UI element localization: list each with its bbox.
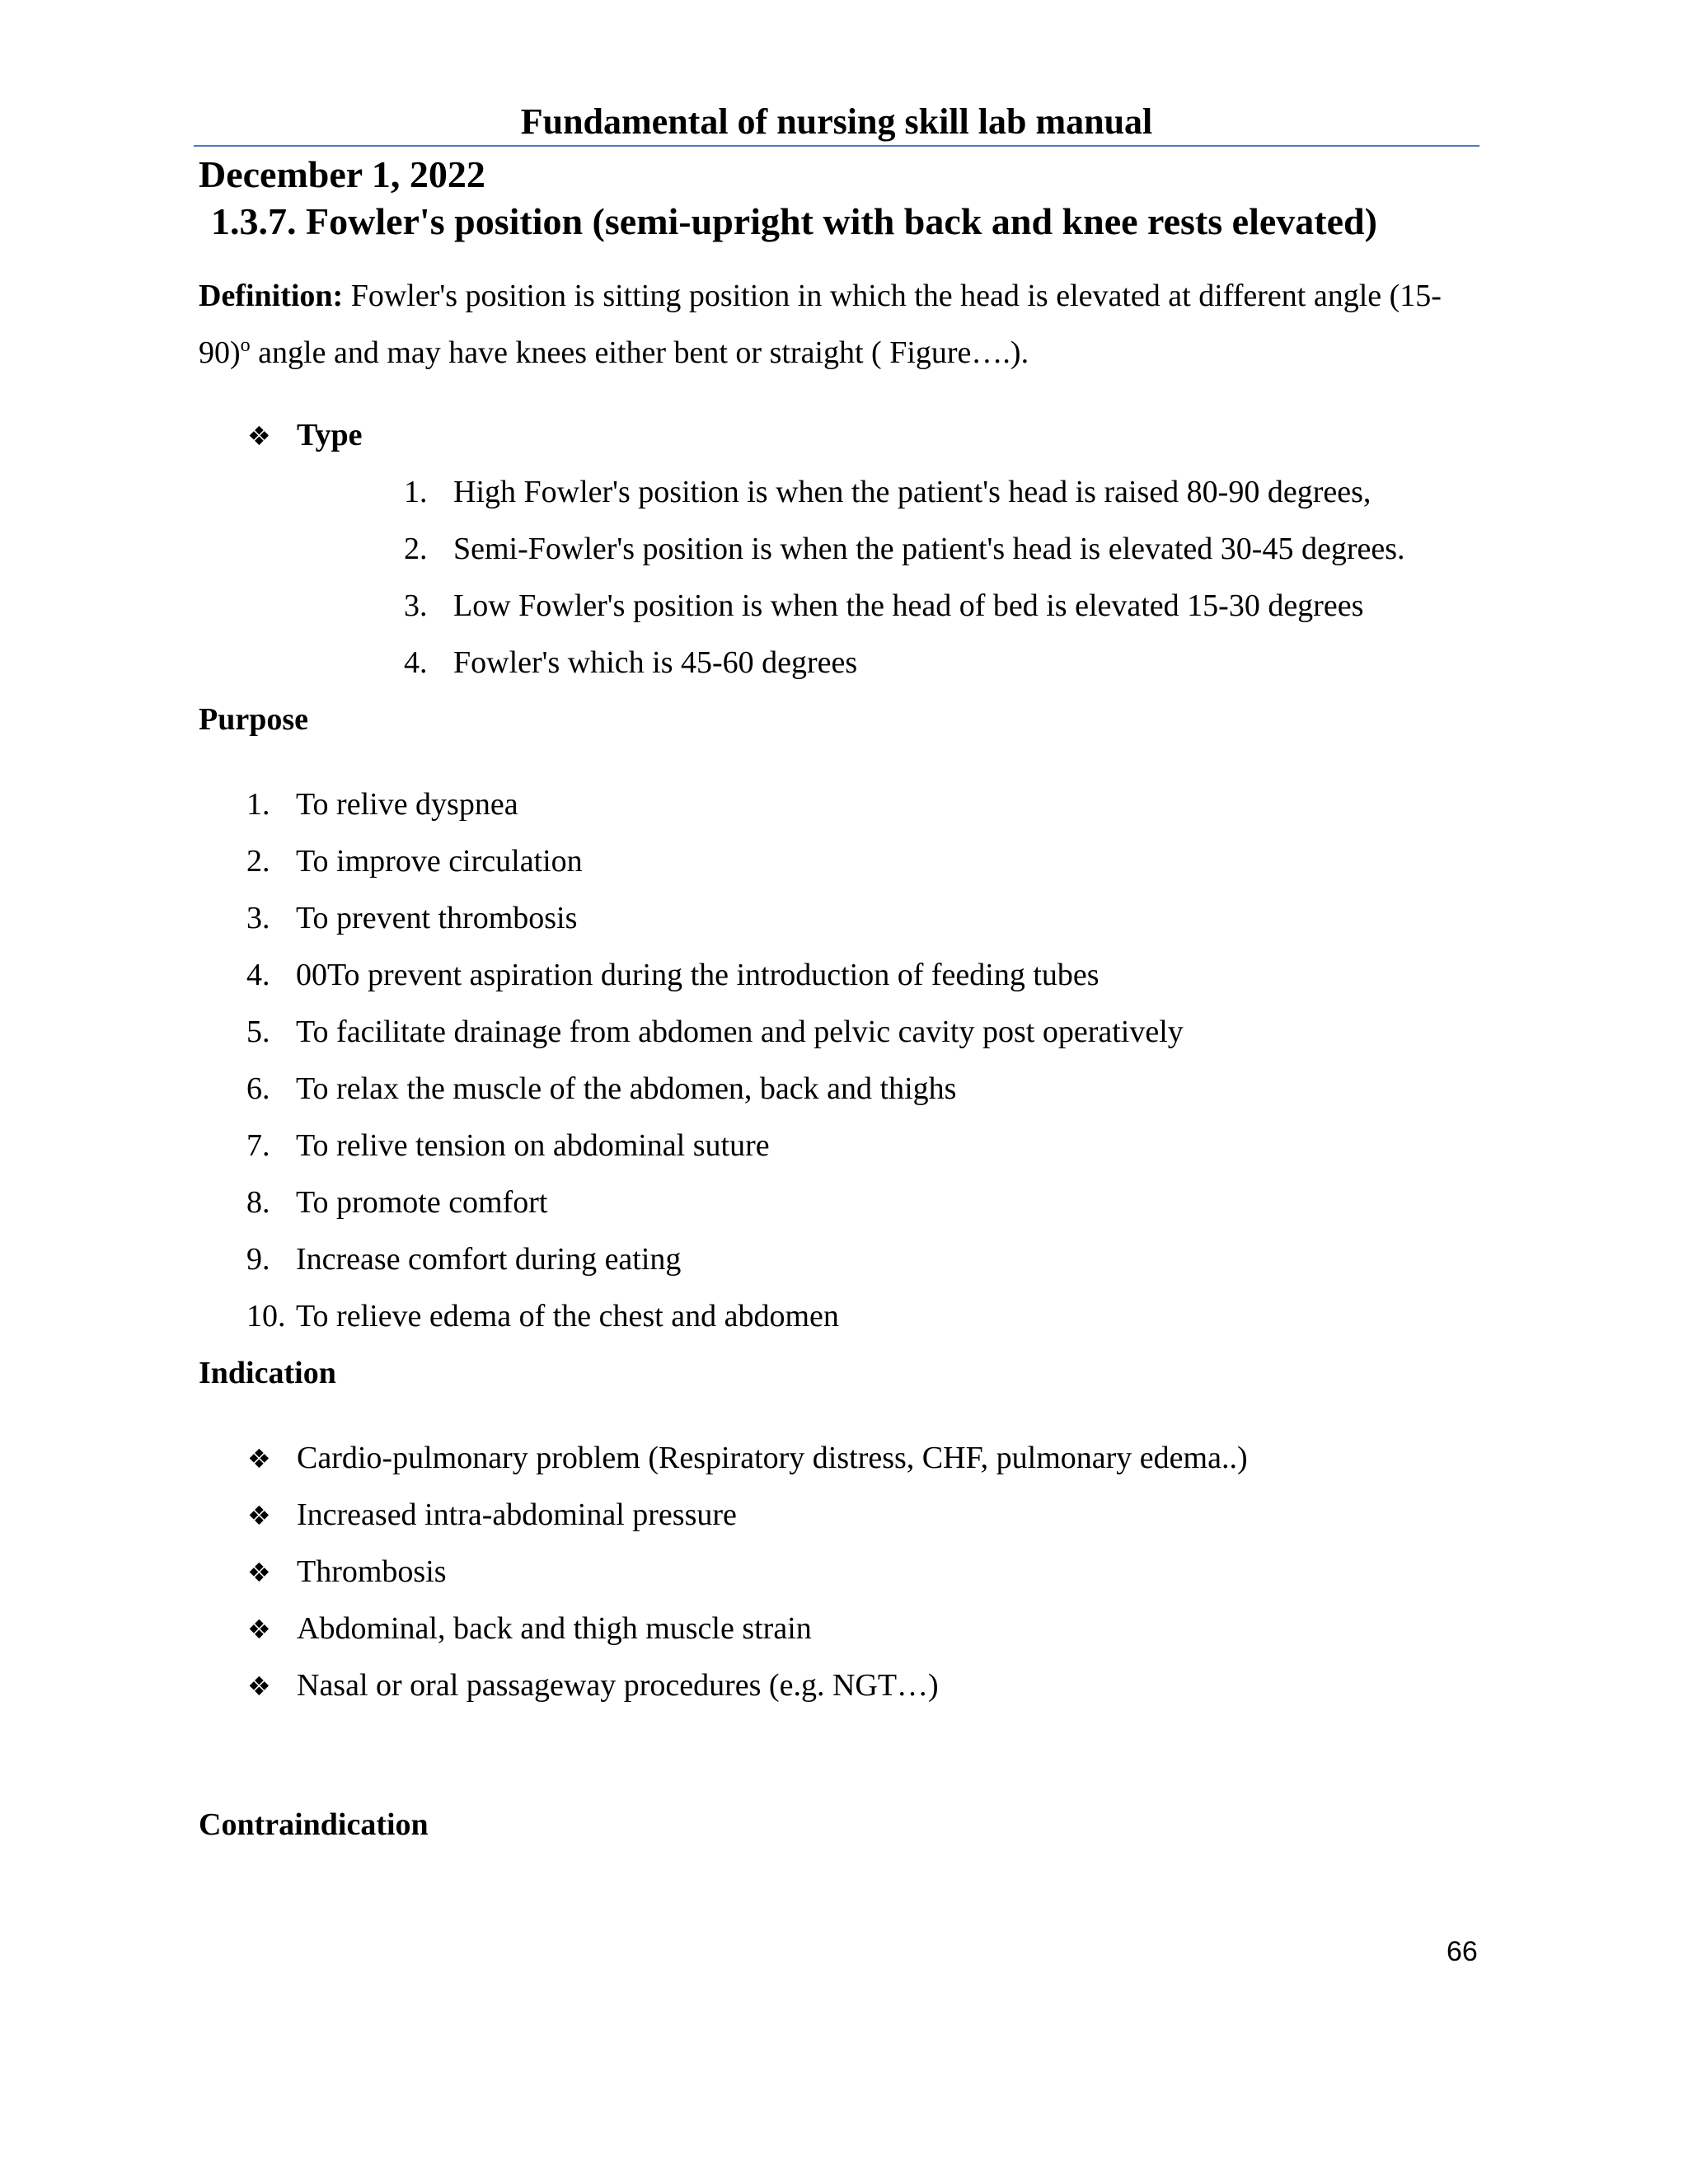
type-item-number: 2.	[404, 532, 428, 566]
indication-item-text: Increased intra-abdominal pressure	[297, 1497, 737, 1532]
purpose-list-item	[246, 1182, 547, 1223]
type-list-item	[404, 642, 857, 683]
running-header: Fundamental of nursing skill lab manual	[520, 101, 1153, 142]
indication-item-text: Cardio-pulmonary problem (Respiratory distress, CHF, pulmonary edema..)	[297, 1441, 1248, 1475]
purpose-item-number: 6.	[246, 1071, 270, 1106]
purpose-list-item	[246, 898, 577, 939]
diamond-bullet-icon: ❖	[247, 1614, 271, 1645]
purpose-item-number: 8.	[246, 1185, 270, 1220]
purpose-heading: Purpose	[199, 702, 308, 737]
diamond-bullet-icon: ❖	[247, 1443, 271, 1474]
diamond-bullet-icon: ❖	[247, 1671, 271, 1702]
indication-item-text: Thrombosis	[297, 1554, 447, 1589]
indication-item-text: Abdominal, back and thigh muscle strain	[297, 1611, 812, 1646]
diamond-bullet-icon: ❖	[247, 1500, 271, 1531]
type-item-number: 3.	[404, 588, 428, 623]
indication-item-text: Nasal or oral passageway procedures (e.g. NGT…)	[297, 1668, 939, 1703]
type-item-text: Fowler's which is 45-60 degrees	[453, 645, 858, 680]
purpose-item-text: To promote comfort	[296, 1185, 548, 1220]
definition-paragraph	[199, 268, 1484, 382]
type-list-item	[404, 585, 1363, 626]
purpose-item-text: To prevent thrombosis	[296, 901, 578, 935]
purpose-item-number: 10.	[246, 1299, 286, 1333]
indication-list-item	[247, 1608, 812, 1650]
contraindication-heading: Contraindication	[199, 1807, 429, 1842]
purpose-item-number: 2.	[246, 844, 270, 879]
indication-list-item	[247, 1494, 737, 1536]
purpose-item-text: To relive dyspnea	[296, 787, 518, 822]
purpose-item-number: 3.	[246, 901, 270, 935]
purpose-list-item	[246, 1296, 839, 1337]
type-item-text: Low Fowler's position is when the head of bed is elevated 15-30 degrees	[453, 588, 1364, 623]
type-item-number: 1.	[404, 475, 428, 509]
purpose-list-item	[246, 784, 518, 825]
purpose-list-item	[246, 954, 1100, 996]
page-number: 66	[1447, 1936, 1478, 1967]
purpose-list-item	[246, 1068, 956, 1109]
document-date: December 1, 2022	[199, 153, 485, 195]
degree-superscript: o	[240, 335, 251, 356]
type-heading	[247, 415, 363, 457]
purpose-item-text: To relive tension on abdominal suture	[296, 1128, 770, 1163]
indication-list-item	[247, 1551, 447, 1593]
type-item-number: 4.	[404, 645, 428, 680]
purpose-item-text: To facilitate drainage from abdomen and pelvic cavity post operatively	[296, 1015, 1184, 1049]
purpose-item-text: To improve circulation	[296, 844, 583, 879]
diamond-bullet-icon: ❖	[247, 420, 271, 452]
purpose-item-number: 7.	[246, 1128, 270, 1163]
purpose-item-number: 9.	[246, 1242, 270, 1277]
purpose-list-item	[246, 841, 583, 882]
type-list-item	[404, 528, 1405, 569]
section-title: 1.3.7. Fowler's position (semi-upright with back and knee rests elevated)	[211, 200, 1377, 242]
header-rule	[194, 145, 1479, 147]
purpose-list-item	[246, 1239, 681, 1280]
purpose-item-text: To relieve edema of the chest and abdomen	[296, 1299, 839, 1333]
purpose-list-item	[246, 1011, 1184, 1052]
purpose-item-number: 5.	[246, 1015, 270, 1049]
indication-list-item	[247, 1437, 1248, 1479]
type-heading-label: Type	[297, 418, 363, 452]
type-item-text: Semi-Fowler's position is when the patient's head is elevated 30-45 degrees.	[453, 532, 1405, 566]
type-list-item	[404, 471, 1371, 513]
purpose-item-text: 00To prevent aspiration during the introduction of feeding tubes	[296, 958, 1100, 992]
definition-label: Definition:	[199, 279, 344, 313]
definition-text-2: angle and may have knees either bent or straight ( Figure….).	[250, 335, 1029, 370]
purpose-item-text: Increase comfort during eating	[296, 1242, 682, 1277]
indication-list-item	[247, 1665, 939, 1707]
diamond-bullet-icon: ❖	[247, 1557, 271, 1588]
type-item-text: High Fowler's position is when the patient's head is raised 80-90 degrees,	[453, 475, 1372, 509]
purpose-item-text: To relax the muscle of the abdomen, back and thighs	[296, 1071, 957, 1106]
definition-text-1: Fowler's position is sitting position in which the head is elevated at different angle (15-90)	[199, 279, 1442, 370]
purpose-list-item	[246, 1125, 770, 1166]
indication-heading: Indication	[199, 1356, 336, 1390]
purpose-item-number: 1.	[246, 787, 270, 822]
purpose-item-number: 4.	[246, 958, 270, 992]
